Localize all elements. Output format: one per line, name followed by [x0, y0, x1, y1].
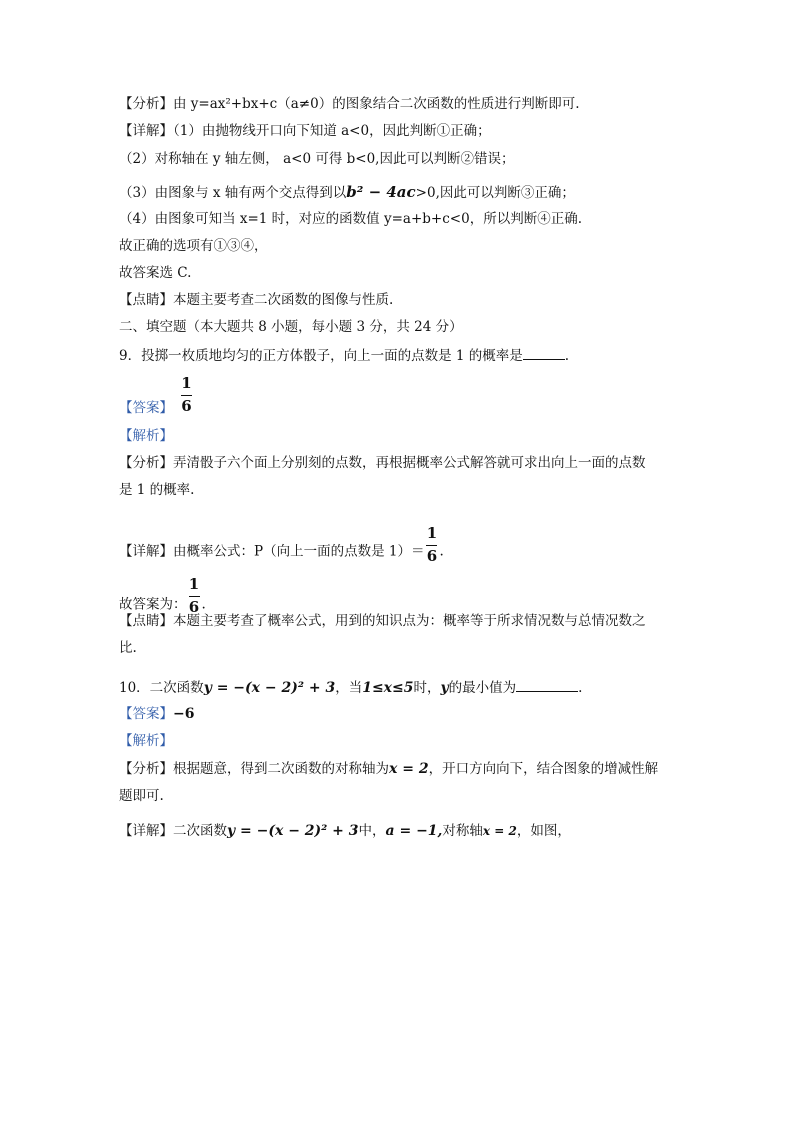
fraction-numerator: 1 — [188, 575, 200, 593]
q10-solution-tag-line — [119, 731, 173, 751]
q10-answer-line — [119, 704, 194, 724]
conclusion-line: 故正确的选项有①③④， — [119, 238, 268, 254]
q9-answer-fraction — [189, 577, 200, 615]
detail-line-2: （2）对称轴在 y 轴左侧， a<0 可得 b<0,因此可以判断②错误； — [119, 151, 515, 167]
fraction-denominator: 6 — [426, 547, 438, 565]
fraction-denominator: 6 — [188, 598, 200, 616]
q9-answer-text: 故答案为： — [119, 596, 187, 613]
comment-line — [119, 290, 393, 310]
q9-detail-line — [119, 524, 444, 571]
analysis-tag: 【分析】 — [119, 96, 173, 112]
detail-line-4: （4）由图象可知当 x=1 时，对应的函数值 y=a+b+c<0，所以判断④正确. — [119, 211, 582, 227]
q9-detail-text: 由概率公式：P（向上一面的点数是 1）＝ — [173, 543, 425, 560]
q9-detail-fraction — [426, 526, 437, 564]
q9-analysis-text: 弄清骰子六个面上分别刻的点数，再根据概率公式解答就可求出向上一面的点数 — [173, 455, 646, 471]
analysis-line — [119, 94, 579, 114]
y-variable: y — [440, 680, 449, 696]
question-10-prefix: 10．二次函数 — [119, 680, 204, 696]
q9-answer-end: . — [201, 596, 206, 613]
question-9-end: . — [564, 348, 570, 364]
a-value: a = −1, — [385, 823, 443, 839]
solution-tag: 【解析】 — [119, 428, 173, 444]
analysis-text: 由 y=ax²+bx+c（a≠0）的图象结合二次函数的性质进行判断即可. — [173, 96, 580, 112]
q9-detail-tag: 【详解】 — [119, 543, 173, 560]
q9-comment-line-2: 比. — [119, 640, 137, 656]
q10-analysis-line-2: 题即可. — [119, 788, 164, 804]
q10-analysis-line — [119, 759, 658, 779]
q10-answer-tag: 【答案】 — [119, 706, 173, 722]
q9-analysis-tag: 【分析】 — [119, 455, 173, 471]
q10-detail-text-b: 中， — [358, 823, 386, 839]
answer-choice-line: 故答案选 C. — [119, 265, 192, 281]
q9-detail-end: . — [439, 543, 444, 560]
answer-tag: 【答案】 — [119, 400, 173, 416]
answer-blank-10 — [516, 677, 578, 692]
q10-solution-tag: 【解析】 — [119, 733, 173, 749]
comment-text: 本题主要考查二次函数的图像与性质. — [173, 292, 394, 308]
fraction-bar — [426, 545, 437, 546]
comment-tag: 【点睛】 — [119, 292, 173, 308]
answer-blank — [523, 345, 565, 360]
question-10-min-text: 的最小值为 — [448, 680, 517, 696]
q9-comment-text: 本题主要考查了概率公式，用到的知识点为：概率等于所求情况数与总情况数之 — [173, 613, 646, 629]
q9-comment-tag: 【点睛】 — [119, 613, 173, 629]
discriminant-math: b² − 4ac — [346, 183, 416, 201]
q10-detail-tag: 【详解】 — [119, 823, 173, 839]
q10-analysis-text-a: 根据题意，得到二次函数的对称轴为 — [173, 761, 389, 777]
quadratic-function: y = −(x − 2)² + 3 — [203, 680, 336, 696]
question-10-when: ，当 — [335, 680, 363, 696]
q9-analysis-line — [119, 453, 646, 473]
axis-of-symmetry-2: x = 2 — [482, 824, 517, 838]
detail-text-3b: >0,因此可以判断③正确； — [415, 185, 575, 201]
q10-detail-line — [119, 821, 571, 841]
q9-comment-line — [119, 611, 646, 631]
question-10 — [119, 677, 582, 698]
fraction-denominator: 6 — [181, 397, 192, 415]
q10-analysis-tag: 【分析】 — [119, 761, 173, 777]
fraction-bar — [189, 596, 200, 597]
fraction-numerator: 1 — [181, 374, 192, 392]
question-10-time: 时， — [413, 680, 441, 696]
q9-analysis-line-2: 是 1 的概率. — [119, 482, 195, 498]
detail-line-1 — [119, 121, 491, 141]
fraction-numerator: 1 — [426, 524, 438, 542]
q10-detail-text-c: 对称轴 — [442, 823, 483, 839]
q10-answer-value: −6 — [173, 706, 195, 722]
quadratic-function-2: y = −(x − 2)² + 3 — [227, 823, 359, 839]
question-10-end: . — [578, 680, 583, 696]
section-heading: 二、填空题（本大题共 8 小题，每小题 3 分，共 24 分） — [119, 319, 463, 335]
q10-analysis-text-b: ，开口方向向下，结合图象的增减性解 — [428, 761, 659, 777]
question-9 — [119, 345, 569, 366]
axis-of-symmetry: x = 2 — [389, 761, 429, 777]
solution-tag-line — [119, 426, 173, 446]
detail-text-1: （1）由抛物线开口向下知道 a<0，因此判断①正确； — [173, 123, 491, 139]
question-9-text: 9．投掷一枚质地均匀的正方体骰子，向上一面的点数是 1 的概率是 — [119, 348, 523, 364]
detail-tag: 【详解】 — [119, 123, 173, 139]
answer-line-9 — [119, 374, 192, 416]
answer-fraction — [181, 376, 192, 414]
detail-text-3a: （3）由图象与 x 轴有两个交点得到以 — [119, 185, 347, 201]
detail-line-3 — [119, 182, 575, 203]
x-range: 1≤x≤5 — [362, 680, 414, 696]
fraction-bar — [181, 395, 192, 396]
q10-detail-text-d: ，如图， — [516, 823, 571, 839]
q10-detail-text-a: 二次函数 — [173, 823, 227, 839]
